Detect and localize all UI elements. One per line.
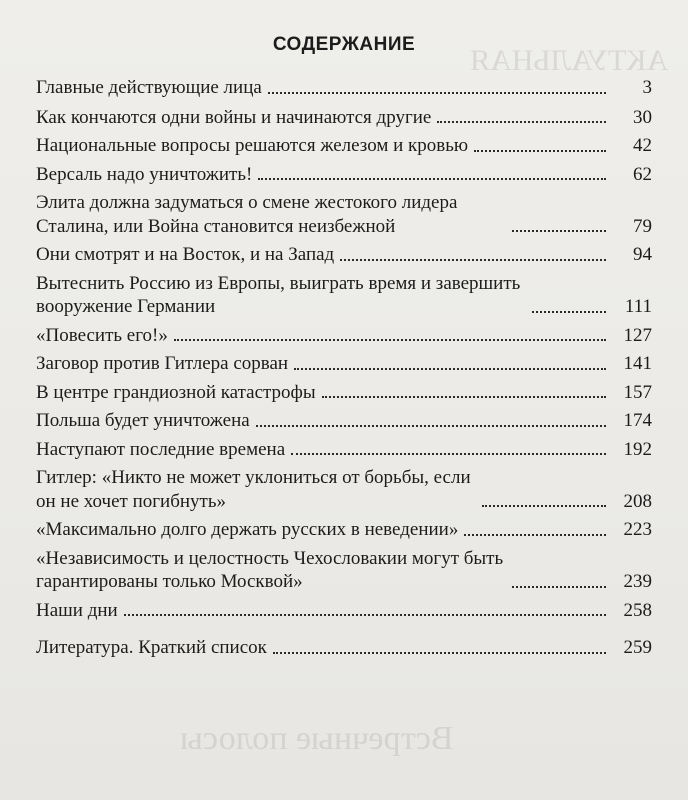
toc-entry-page: 62	[633, 163, 652, 185]
toc-entry	[36, 106, 652, 130]
bleed-through-text: Встречные полосы	[180, 720, 454, 757]
toc-entry	[36, 599, 652, 623]
toc-entry-page: 223	[623, 519, 652, 540]
dot-leader	[273, 652, 606, 654]
toc-entry-title: Они смотрят и на Восток, и на Запад	[36, 244, 335, 265]
toc-entry	[36, 243, 652, 267]
dot-leader	[340, 259, 606, 261]
dot-leader	[322, 396, 606, 398]
dot-leader	[437, 121, 606, 123]
toc-entry-title: Заговор против Гитлера сорван	[36, 353, 289, 374]
toc-entry-title: Гитлер: «Никто не может уклониться от борьбы, если он не хочет погибнуть»	[36, 467, 471, 512]
toc-entry-page: 259	[623, 637, 652, 658]
toc-entry-title: Вытеснить Россию из Европы, выиграть время и завершить вооружение Германии	[36, 272, 521, 317]
dot-leader	[464, 534, 606, 536]
toc-entry-title: Элита должна задуматься о смене жестокого лидера Сталина, или Война становится неизбежной	[36, 192, 458, 237]
toc-entry	[36, 438, 652, 462]
toc-entry	[36, 636, 652, 660]
toc-entry-page: 192	[623, 438, 652, 460]
dot-leader	[256, 425, 606, 427]
toc-entry-title: «Независимость и целостность Чехословакии могут быть гарантированы только Москвой»	[36, 547, 504, 592]
toc-entry	[36, 134, 652, 158]
toc-entry-page: 239	[623, 571, 652, 592]
dot-leader	[512, 230, 606, 232]
toc-entry-title: Как кончаются одни войны и начинаются другие	[36, 106, 432, 128]
toc-entry	[36, 163, 652, 187]
dot-leader	[258, 178, 606, 180]
toc-entry	[36, 466, 652, 513]
toc-entry-title: Главные действующие лица	[36, 77, 262, 98]
dot-leader	[174, 339, 606, 341]
toc-entry-title: Литература. Краткий список	[36, 637, 267, 658]
toc-entry-page: 208	[623, 490, 652, 512]
toc-entry-page: 258	[623, 599, 652, 621]
bleed-through-text: АКТУАЛЬНАЯ	[470, 44, 669, 77]
toc-entry-title: «Максимально долго держать русских в неведении»	[36, 519, 459, 540]
toc-entry	[36, 518, 652, 542]
dot-leader	[512, 586, 606, 588]
toc-entry-title: Польша будет уничтожена	[36, 410, 250, 431]
toc-entry-page: 141	[623, 353, 652, 374]
dot-leader	[474, 150, 606, 152]
toc-entry-page: 94	[633, 244, 652, 265]
toc-entry	[36, 76, 652, 100]
page-title: СОДЕРЖАНИЕ	[272, 34, 416, 55]
dot-leader	[124, 614, 606, 616]
dot-leader	[291, 453, 606, 455]
toc-entry	[36, 272, 652, 319]
toc-entry	[36, 547, 652, 594]
toc-entry	[36, 324, 652, 348]
toc-entry-page: 174	[623, 410, 652, 431]
toc-entry-title: «Повесить его!»	[36, 324, 168, 346]
toc-entry-page: 79	[633, 215, 652, 237]
toc-entry-title: В центре грандиозной катастрофы	[36, 381, 316, 403]
toc-entry-page: 42	[633, 135, 652, 156]
toc-entry	[36, 381, 652, 405]
toc-entry-page: 30	[633, 106, 652, 128]
toc-entry-page: 3	[642, 77, 652, 98]
toc-entry-title: Национальные вопросы решаются железом и кровью	[36, 135, 469, 156]
dot-leader	[268, 92, 606, 94]
toc-entry	[36, 409, 652, 433]
dot-leader	[294, 368, 606, 370]
toc-entry	[36, 191, 652, 238]
toc-entry	[36, 352, 652, 376]
toc-entry-title: Наступают последние времена	[36, 438, 286, 460]
toc-entry-page: 111	[624, 296, 652, 317]
table-of-contents	[36, 76, 652, 665]
dot-leader	[482, 505, 606, 507]
toc-entry-page: 157	[623, 381, 652, 403]
dot-leader	[532, 311, 606, 313]
toc-entry-title: Версаль надо уничтожить!	[36, 163, 253, 185]
toc-entry-page: 127	[623, 324, 652, 346]
toc-entry-title: Наши дни	[36, 599, 118, 621]
